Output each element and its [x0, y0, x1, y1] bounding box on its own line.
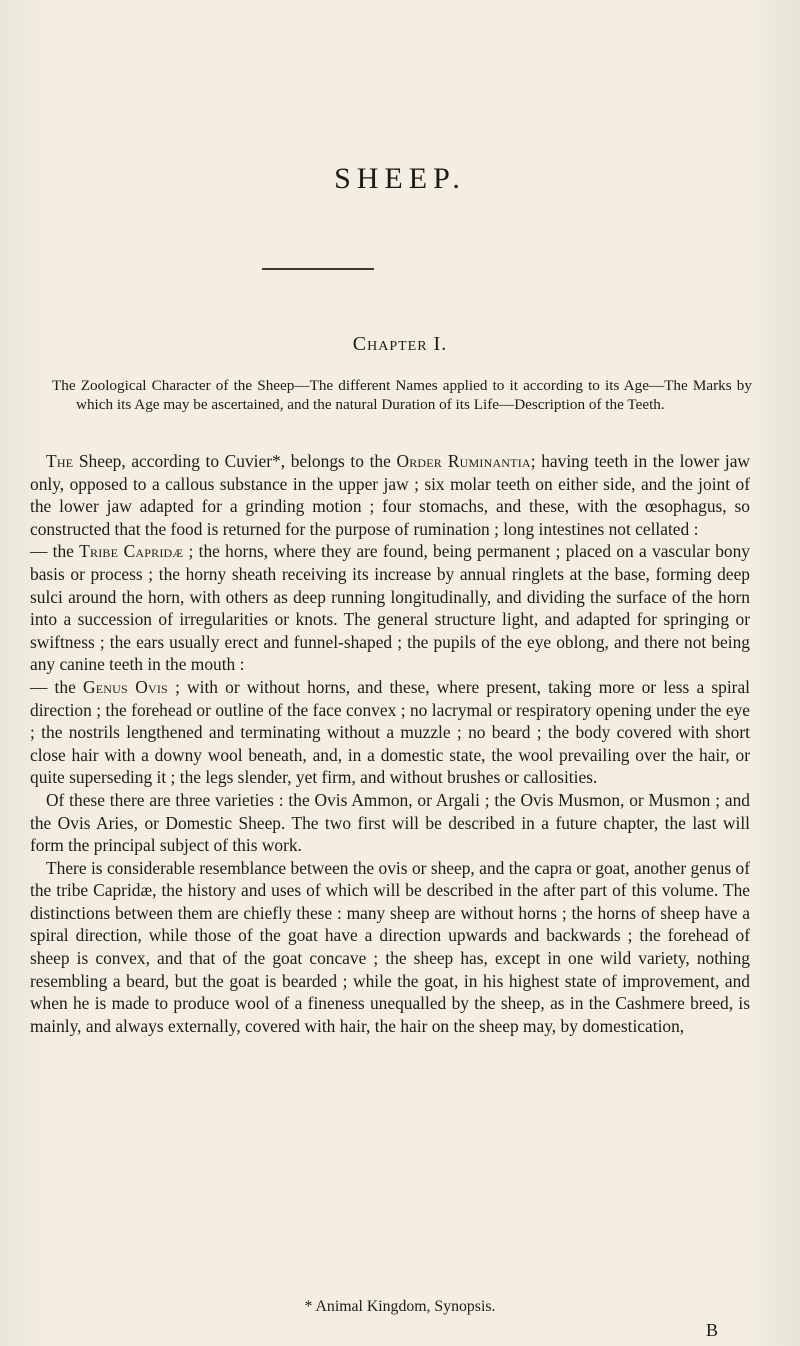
paragraph-1-text-b: ; having teeth in the lower jaw only, opposed to a callous substance in the upper jaw ; six molar teeth on either side, and the joint of the lower jaw adapted for a grinding motion ; four stomachs, and these, with the œsophagus, so constructed that the food is returned for the purpose of rumination ; long intestines not cellated :: [30, 451, 750, 539]
paragraph-2: [30, 540, 750, 676]
paragraph-2-text-a: — the: [30, 541, 80, 562]
paragraph-1-lead: The: [46, 451, 74, 471]
paragraph-1-text-a: Sheep, according to Cuvier*, belongs to the: [73, 451, 397, 471]
order-name: Order Ruminantia: [396, 451, 531, 471]
chapter-synopsis: The Zoological Character of the Sheep—The different Names applied to it according to its Age—The Marks by which its Age may be ascertained, and the natural Duration of its Life—Description of the Teeth.: [52, 377, 752, 413]
genus-name: Genus Ovis: [82, 676, 168, 697]
paragraph-4: Of these there are three varieties : the Ovis Ammon, or Argali ; the Ovis Musmon, or Musmon ; and the Ovis Aries, or Domestic Sheep. The two first will be described in a future chapter, the last will form the principal subject of this work.: [30, 789, 750, 856]
main-text: [30, 450, 750, 1037]
paragraph-3: [30, 676, 750, 789]
paragraph-3-text-a: — the: [30, 676, 83, 697]
title-divider: [262, 268, 374, 270]
footnote: * Animal Kingdom, Synopsis.: [304, 1298, 496, 1315]
paragraph-2-text-b: ; the horns, where they are found, being permanent ; placed on a vascular bony basis or process ; the horny sheath receiving its increase by annual ringlets at the base, forming deep sulci around the horn, with others as deep running longitudinally, and dividing the surface of the horn into a succession of irregularities or knots. The general structure light, and adapted for springing or swiftness ; the ears usually erect and funnel-shaped ; the pupils of the eye oblong, and there not being any canine teeth in the mouth :: [30, 541, 750, 675]
chapter-heading: Chapter I.: [352, 333, 448, 355]
paragraph-5: There is considerable resemblance between the ovis or sheep, and the capra or goat, another genus of the tribe Capridæ, the history and uses of which will be described in the after part of this volume. The distinctions between them are chiefly these : many sheep are without horns ; the horns of sheep have a spiral direction, while those of the goat have a direction upwards and backwards ; the forehead of sheep is convex, and that of the goat concave ; the sheep has, except in one wild variety, nothing resembling a beard, but the goat is bearded ; while the goat, in his highest state of improvement, and when he is made to produce wool of a fineness unequalled by the sheep, as in the Cashmere breed, is mainly, and always externally, covered with hair, the hair on the sheep may, by domestication,: [30, 857, 750, 1036]
tribe-name: Tribe Capridæ: [79, 541, 184, 562]
paragraph-3-text-b: ; with or without horns, and these, where present, taking more or less a spiral direction ; the forehead or outline of the face convex ; no lacrymal or respiratory opening under the eye ; the nostrils lengthened and terminating without a muzzle ; no beard ; the body covered with short close hair with a downy wool beneath, and, in a domestic state, the wool prevailing over the hair, or quite superseding it ; the legs slender, yet firm, and without brushes or callosities.: [30, 676, 750, 788]
paragraph-1: [30, 450, 750, 540]
signature-mark: B: [706, 1320, 719, 1340]
page-title: SHEEP.: [334, 162, 466, 195]
